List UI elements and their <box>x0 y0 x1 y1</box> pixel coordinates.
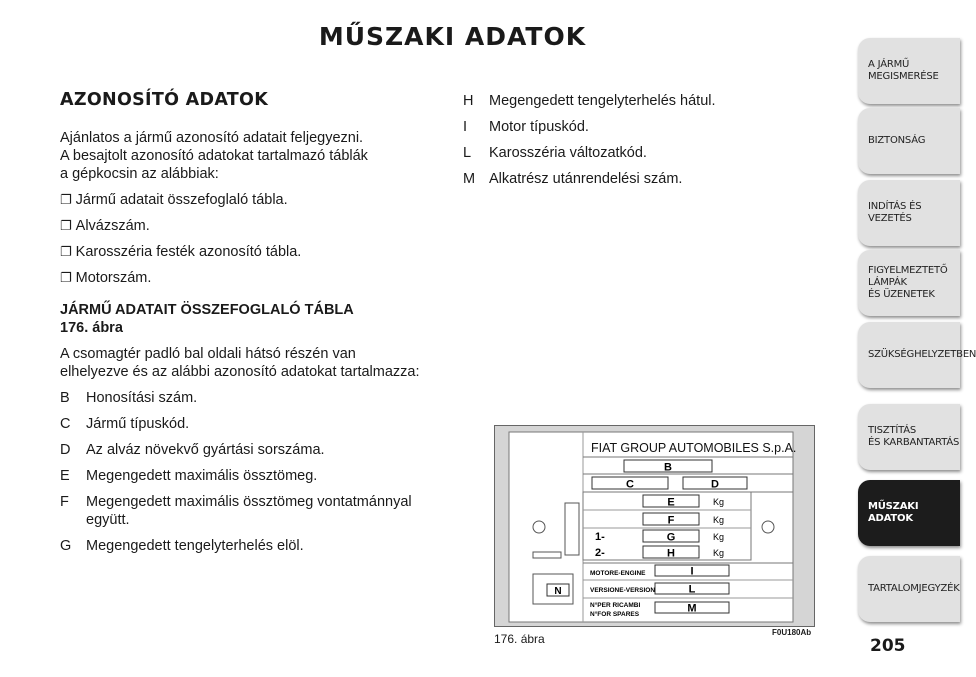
tab-tartalomjegyzek[interactable]: TARTALOMJEGYZÉK <box>858 556 960 622</box>
svg-text:Kg: Kg <box>713 515 725 525</box>
svg-text:Kg: Kg <box>713 497 725 507</box>
svg-text:N°PER RICAMBI: N°PER RICAMBI <box>590 602 641 609</box>
svg-text:1-: 1- <box>595 531 605 543</box>
list-item: D Az alváz növekvő gyártási sorszáma. <box>60 442 325 458</box>
list-item: E Megengedett maximális össztömeg. <box>60 468 318 484</box>
tab-tisztitas-es-karbantartas[interactable]: TISZTÍTÁS ÉS KARBANTARTÁS <box>858 404 960 470</box>
svg-text:VERSIONE-VERSION: VERSIONE-VERSION <box>590 587 656 594</box>
svg-text:MOTORE-ENGINE: MOTORE-ENGINE <box>590 570 646 577</box>
tab-szuksegehelyzetben[interactable]: SZÜKSÉGHELYZETBEN <box>858 322 960 388</box>
checkbox-icon: ❐ <box>60 218 72 233</box>
checklist-item: ❐ Jármű adatait összefoglaló tábla. <box>60 192 288 208</box>
list-item: I Motor típuskód. <box>463 119 589 135</box>
svg-text:E: E <box>667 496 675 509</box>
svg-text:N: N <box>554 586 562 597</box>
data-plate-drawing <box>495 426 814 626</box>
page-number: 205 <box>870 636 906 656</box>
intro-line: A besajtolt azonosító adatokat tartalmazó táblák <box>60 148 368 164</box>
section-heading: AZONOSÍTÓ ADATOK <box>60 90 269 110</box>
svg-text:N°FOR SPARES: N°FOR SPARES <box>590 611 640 618</box>
svg-text:F: F <box>667 514 675 527</box>
tab-muszaki-adatok[interactable]: MŰSZAKI ADATOK <box>858 480 960 546</box>
figure-caption: 176. ábra <box>494 632 545 646</box>
checklist-item: ❐ Karosszéria festék azonosító tábla. <box>60 244 302 260</box>
svg-text:B: B <box>664 461 672 474</box>
svg-text:2-: 2- <box>595 547 605 559</box>
svg-text:Kg: Kg <box>713 548 725 558</box>
svg-text:G: G <box>666 531 676 544</box>
page-title: MŰSZAKI ADATOK <box>318 22 587 51</box>
svg-text:C: C <box>626 478 634 491</box>
svg-text:L: L <box>688 583 696 596</box>
tab-biztonsag[interactable]: BIZTONSÁG <box>858 108 960 174</box>
right-column <box>463 92 843 188</box>
list-item: C Jármű típuskód. <box>60 416 190 432</box>
figure-code: F0U180Ab <box>772 628 812 637</box>
left-column <box>60 129 440 555</box>
subheading: JÁRMŰ ADATAIT ÖSSZEFOGLALÓ TÁBLA <box>60 302 354 318</box>
list-item: L Karosszéria változatkód. <box>463 145 647 161</box>
svg-text:M: M <box>687 602 697 615</box>
list-item: B Honosítási szám. <box>60 390 198 406</box>
svg-text:FIAT GROUP AUTOMOBILES S.p.A.: FIAT GROUP AUTOMOBILES S.p.A. <box>591 441 797 455</box>
desc-line: elhelyezve és az alábbi azonosító adatokat tartalmazza: <box>60 364 420 380</box>
desc-line: A csomagtér padló bal oldali hátsó részén van <box>60 346 356 362</box>
svg-text:H: H <box>667 547 675 560</box>
list-item: H Megengedett tengelyterhelés hátul. <box>463 93 716 109</box>
intro-line: a gépkocsin az alábbiak: <box>60 166 219 182</box>
vehicle-data-plate-figure <box>494 425 815 627</box>
svg-text:Kg: Kg <box>713 532 725 542</box>
list-item: G Megengedett tengelyterhelés elöl. <box>60 538 304 554</box>
list-item: F Megengedett maximális össztömeg vontatmánnyal <box>60 494 412 510</box>
checkbox-icon: ❐ <box>60 270 72 285</box>
list-item-continuation: együtt. <box>86 512 130 528</box>
checklist-item: ❐ Motorszám. <box>60 270 152 286</box>
checklist-item: ❐ Alvázszám. <box>60 218 150 234</box>
checkbox-icon: ❐ <box>60 192 72 207</box>
tab-a-jarmu-megismerese[interactable]: A JÁRMŰ MEGISMERÉSE <box>858 38 960 104</box>
tab-figyelmezteto-lampak[interactable]: FIGYELMEZTETŐ LÁMPÁK ÉS ÜZENETEK <box>858 250 960 316</box>
intro-line: Ajánlatos a jármű azonosító adatait feljegyezni. <box>60 130 364 146</box>
svg-text:I: I <box>690 565 694 578</box>
svg-text:D: D <box>711 478 719 491</box>
list-item: M Alkatrész utánrendelési szám. <box>463 171 683 187</box>
checkbox-icon: ❐ <box>60 244 72 259</box>
subheading-figure-ref: 176. ábra <box>60 320 123 336</box>
tab-inditas-es-vezetes[interactable]: INDÍTÁS ÉS VEZETÉS <box>858 180 960 246</box>
